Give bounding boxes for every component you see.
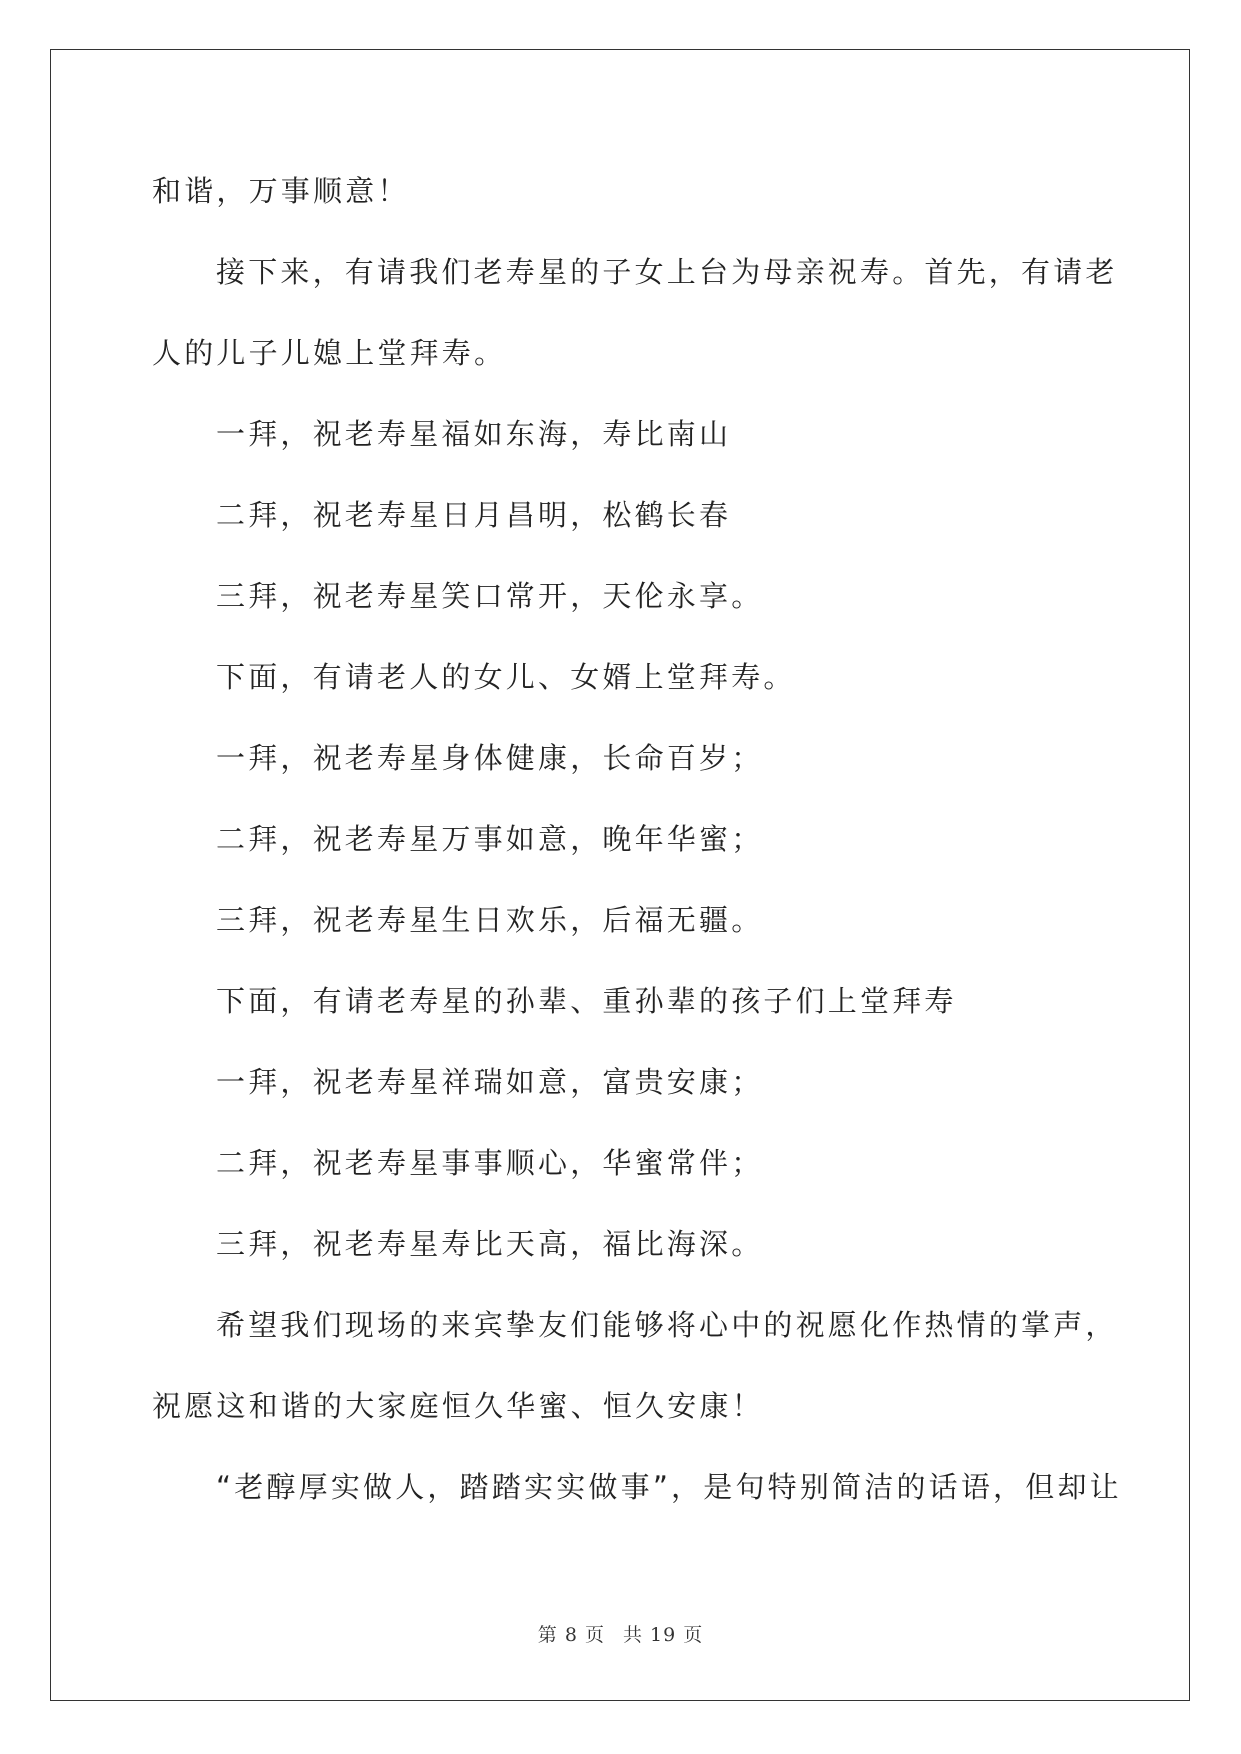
text-line: 二拜，祝老寿星事事顺心，华蜜常伴； bbox=[216, 1146, 764, 1180]
text-line: 二拜，祝老寿星万事如意，晚年华蜜； bbox=[216, 822, 764, 856]
page-number: 第 8 页 bbox=[537, 1624, 605, 1646]
text-line: 祝愿这和谐的大家庭恒久华蜜、恒久安康！ bbox=[152, 1389, 764, 1423]
text-line: 下面，有请老人的女儿、女婿上堂拜寿。 bbox=[216, 660, 796, 694]
text-line: 三拜，祝老寿星生日欢乐，后福无疆。 bbox=[216, 903, 764, 937]
text-line: 三拜，祝老寿星笑口常开，天伦永享。 bbox=[216, 579, 764, 613]
text-line: 接下来，有请我们老寿星的子女上台为母亲祝寿。首先，有请老 bbox=[216, 255, 1118, 289]
text-line: 一拜，祝老寿星身体健康，长命百岁； bbox=[216, 741, 764, 775]
text-line: 一拜，祝老寿星福如东海，寿比南山 bbox=[216, 417, 732, 451]
document-body bbox=[152, 168, 1122, 1545]
text-line: 二拜，祝老寿星日月昌明，松鹤长春 bbox=[216, 498, 732, 532]
page-footer bbox=[0, 1620, 1241, 1647]
text-line: 三拜，祝老寿星寿比天高，福比海深。 bbox=[216, 1227, 764, 1261]
text-line: 一拜，祝老寿星祥瑞如意，富贵安康； bbox=[216, 1065, 764, 1099]
text-line: 下面，有请老寿星的孙辈、重孙辈的孩子们上堂拜寿 bbox=[216, 984, 957, 1018]
text-line: “老醇厚实做人，踏踏实实做事”，是句特别简洁的话语，但却让 bbox=[216, 1470, 1122, 1504]
text-line: 和谐，万事顺意！ bbox=[152, 174, 410, 208]
text-line: 人的儿子儿媳上堂拜寿。 bbox=[152, 336, 507, 370]
page-total: 共 19 页 bbox=[622, 1624, 704, 1646]
text-line: 希望我们现场的来宾挚友们能够将心中的祝愿化作热情的掌声， bbox=[216, 1308, 1118, 1342]
